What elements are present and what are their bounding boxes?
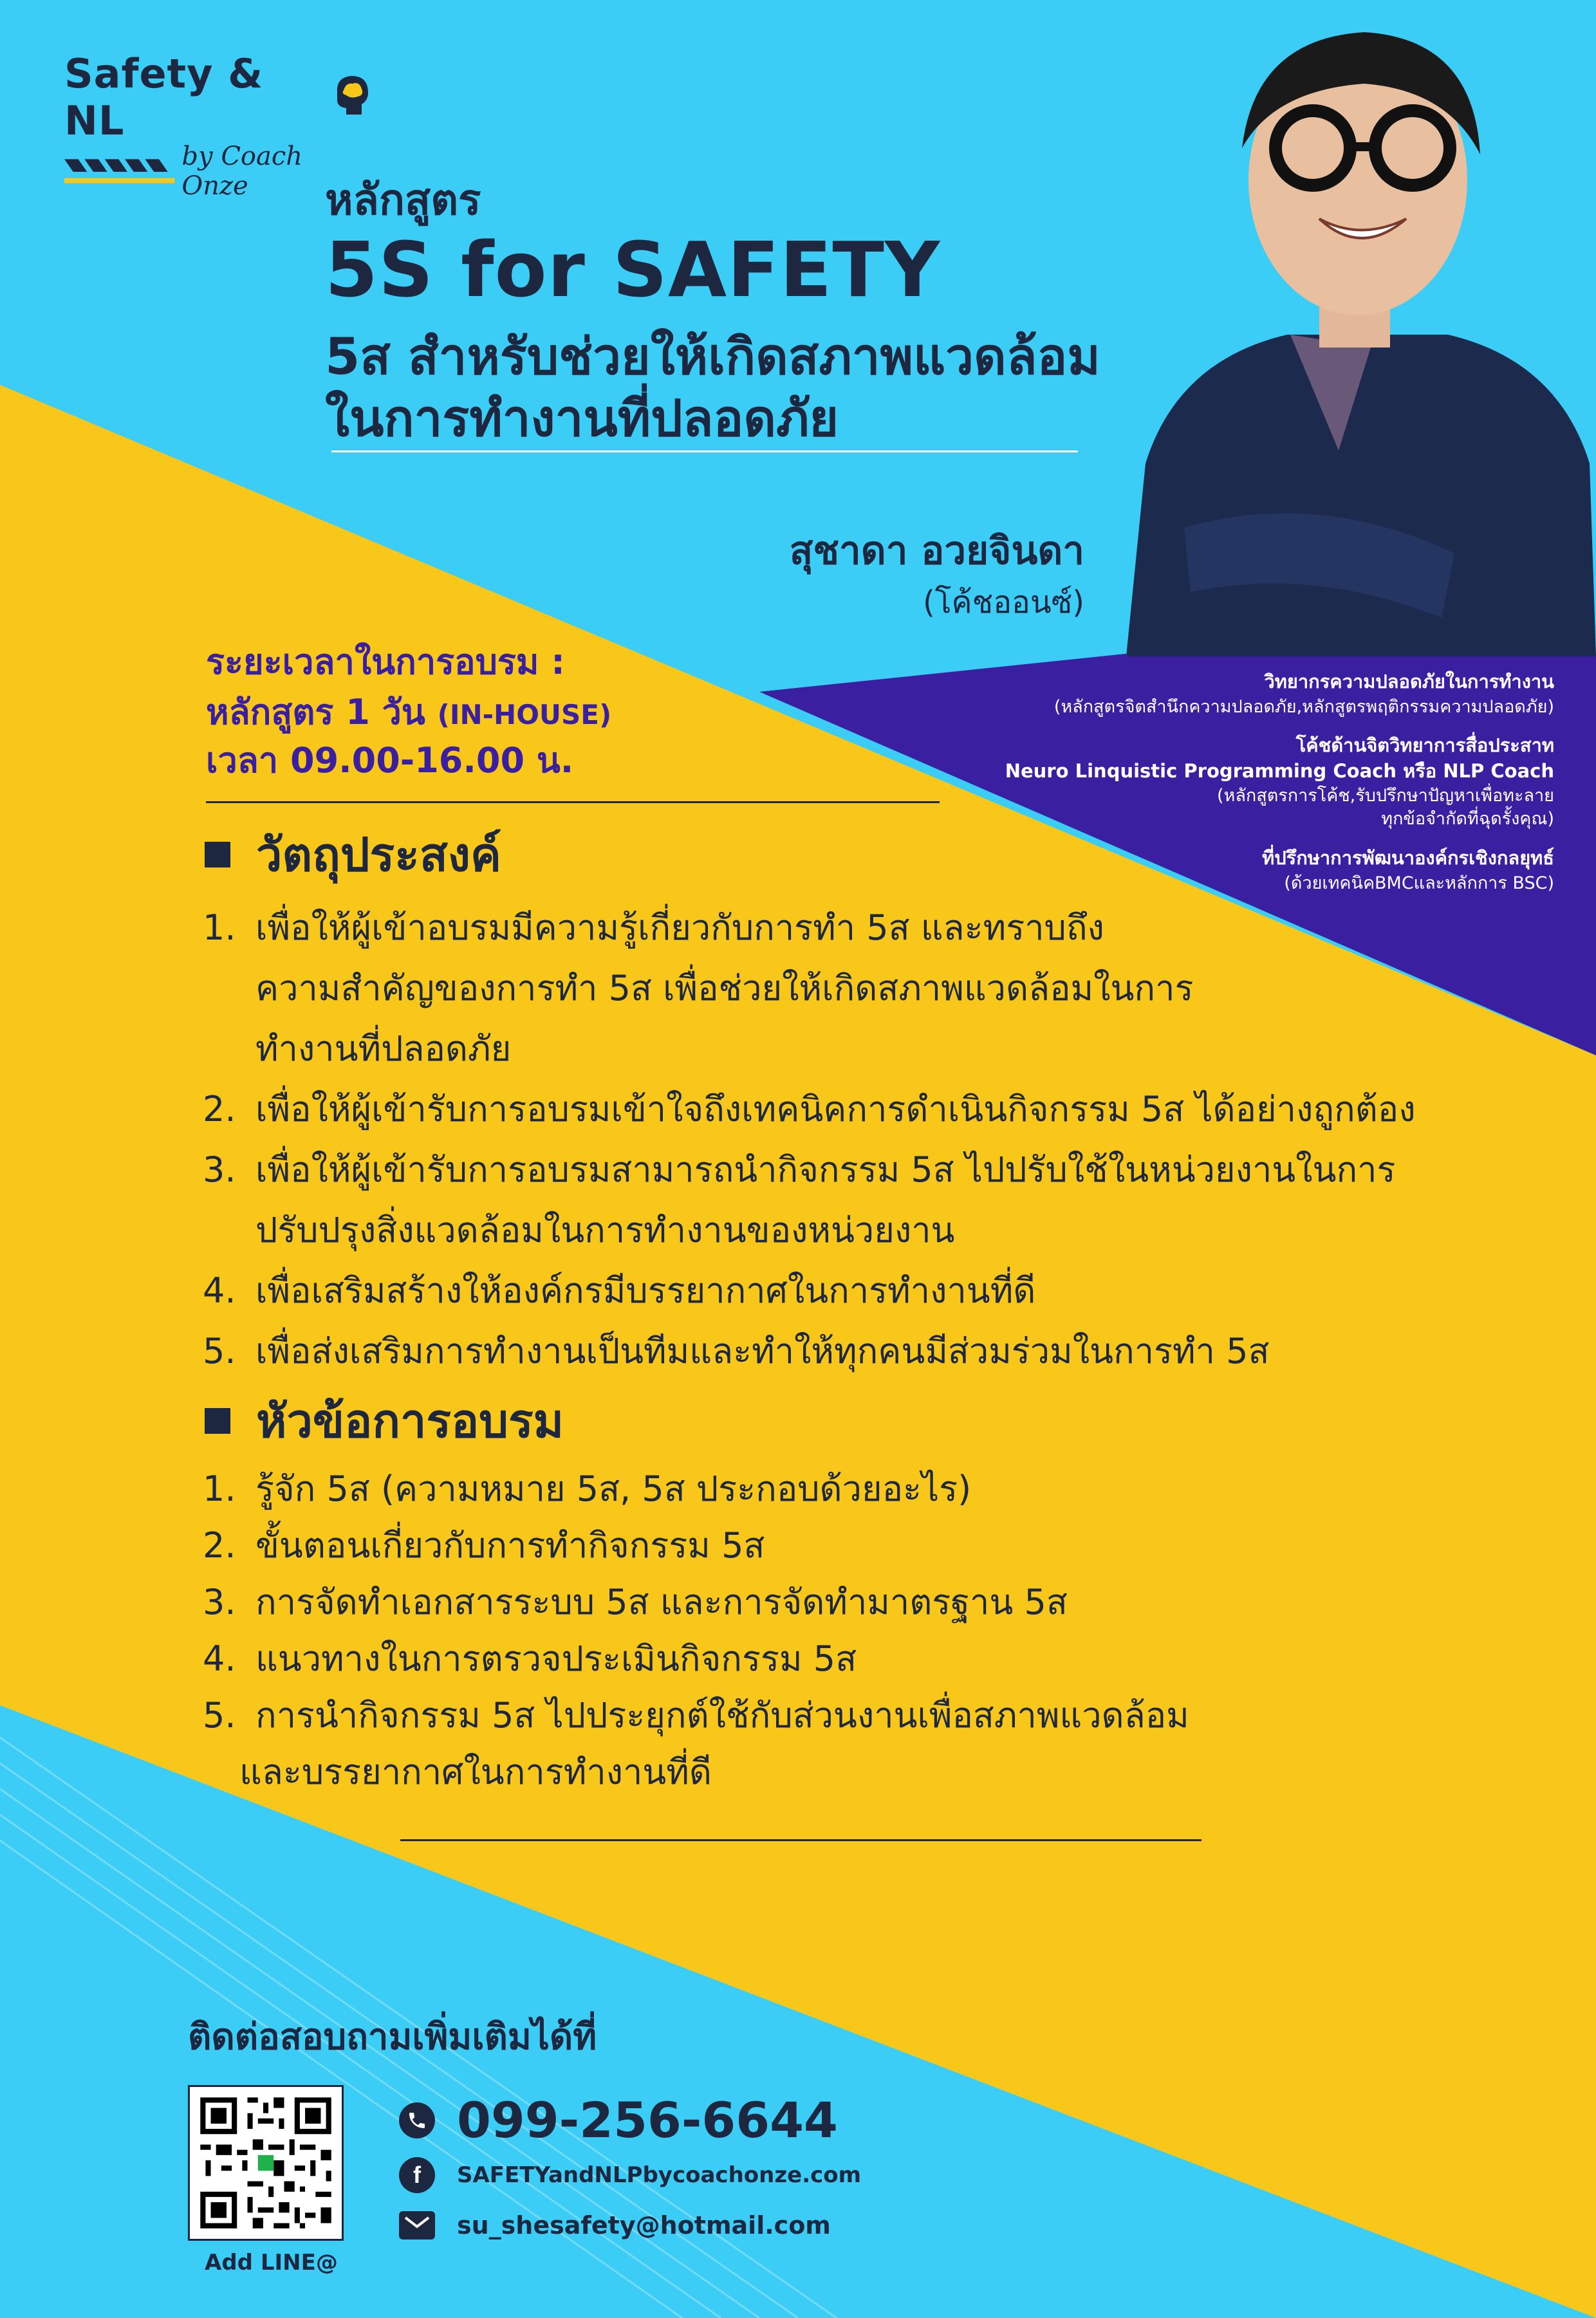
objectives-heading: [205, 817, 501, 891]
trainer-name: สุชาดา อวยจินดา: [789, 528, 1084, 573]
objective-item-cont: ความสำคัญของการทำ 5ส เพื่อช่วยให้เกิดสภาพแวดล้อมในการ: [255, 968, 1194, 1008]
logo-byline: by Coach Onze: [181, 142, 303, 201]
duration-heading: ระยะเวลาในการอบรม :: [206, 642, 565, 682]
credential-1-detail: (หลักสูตรจิตสำนึกความปลอดภัย,หลักสูตรพฤติกรรมความปลอดภัย): [1053, 697, 1554, 717]
facebook-icon: f: [399, 2157, 435, 2193]
item-text: เพื่อให้ผู้เข้ารับการอบรมสามารถนำกิจกรรม 5ส ไปปรับใช้ในหน่วยงานในการ: [255, 1149, 1396, 1190]
topic-item-cont: และบรรยากาศในการทำงานที่ดี: [239, 1752, 712, 1792]
objective-item: [203, 1323, 1269, 1378]
brain-icon: [331, 73, 373, 121]
topics-divider: [400, 1839, 1202, 1841]
topic-item: [203, 1461, 971, 1516]
credential-3-title: ที่ปรึกษาการพัฒนาองค์กรเชิงกลยุทธ์: [1262, 847, 1554, 869]
item-text: เพื่อส่งเสริมการทำงานเป็นทีมและทำให้ทุกคนมีส่วมร่วมในการทำ 5ส: [255, 1331, 1270, 1371]
bullet-square-icon: [205, 1408, 230, 1434]
qr-code[interactable]: [188, 2085, 344, 2241]
topics-heading-text: หัวข้อการอบรม: [256, 1394, 564, 1448]
qr-label: Add LINE@: [205, 2250, 338, 2276]
item-number: 3.: [203, 1149, 236, 1190]
item-text: การจัดทำเอกสารระบบ 5ส และการจัดทำมาตรฐาน 5ส: [255, 1582, 1068, 1622]
objective-item-cont: ปรับปรุงสิ่งแวดล้อมในการทำงานของหน่วยงาน: [255, 1210, 955, 1250]
objective-item-cont: ทำงานที่ปลอดภัย: [255, 1028, 512, 1069]
credential-1-title: วิทยากรความปลอดภัยในการทำงาน: [1264, 671, 1554, 692]
mail-icon: [399, 2211, 435, 2239]
objective-item: [203, 1263, 1035, 1318]
contact-email-row[interactable]: [399, 2211, 831, 2239]
contact-heading: ติดต่อสอบถามเพิ่มเติมได้ที่: [188, 2016, 597, 2058]
trainer-photo: [1126, 0, 1596, 656]
bullet-square-icon: [205, 842, 230, 867]
course-label: หลักสูตร: [325, 175, 481, 225]
item-number: 3.: [203, 1582, 236, 1622]
topics-heading: [205, 1384, 564, 1458]
item-number: 5.: [203, 1695, 236, 1736]
credential-2-detail-3: ทุกข้อจำกัดที่ฉุดรั้งคุณ): [1381, 809, 1554, 829]
phone-icon: [399, 2102, 435, 2138]
logo: [64, 50, 373, 201]
title-divider: [331, 450, 1078, 452]
item-text: ขั้นตอนเกี่ยวกับการทำกิจกรรม 5ส: [255, 1525, 765, 1566]
logo-stripes: [64, 156, 178, 186]
course-subtitle-line2: ในการทำงานที่ปลอดภัย: [325, 390, 839, 448]
topic-item: [203, 1574, 1068, 1629]
item-number: 5.: [203, 1331, 236, 1371]
item-number: 2.: [203, 1525, 236, 1566]
item-text: การนำกิจกรรม 5ส ไปประยุกต์ใช้กับส่วนงานเพื่อสภาพแวดล้อม: [255, 1695, 1189, 1736]
duration-time: เวลา 09.00-16.00 น.: [206, 740, 574, 781]
credential-2-title: โค้ชด้านจิตวิทยาการสื่อประสาท: [1295, 734, 1554, 756]
item-number: 1.: [203, 907, 236, 948]
credential-2-detail-2: (หลักสูตรการโค้ช,รับปรึกษาปัญหาเพื่อทะลาย: [1217, 786, 1554, 806]
item-number: 4.: [203, 1270, 236, 1311]
contact-phone-row[interactable]: [399, 2091, 838, 2149]
item-text: แนวทางในการตรวจประเมินกิจกรรม 5ส: [255, 1638, 857, 1679]
duration-divider: [206, 801, 940, 803]
objective-item: [203, 1142, 1395, 1197]
item-text: รู้จัก 5ส (ความหมาย 5ส, 5ส ประกอบด้วยอะไร): [255, 1469, 972, 1509]
email-address: su_shesafety@hotmail.com: [457, 2211, 831, 2239]
item-text: เพื่อเสริมสร้างให้องค์กรมีบรรยากาศในการทำงานที่ดี: [255, 1270, 1036, 1311]
credential-3-detail: (ด้วยเทคนิคBMCและหลักการ BSC): [1284, 873, 1554, 893]
item-number: 4.: [203, 1638, 236, 1679]
topic-item: [203, 1687, 1189, 1743]
duration-days-text: หลักสูตร 1 วัน: [206, 692, 425, 732]
course-title: 5S for SAFETY: [325, 225, 941, 314]
trainer-nickname: (โค้ชออนซ์): [923, 584, 1084, 620]
objectives-heading-text: วัตถุประสงค์: [256, 828, 502, 882]
item-number: 2.: [203, 1089, 236, 1129]
topic-item: [203, 1517, 765, 1573]
facebook-page: SAFETYandNLPbycoachonze.com: [457, 2162, 862, 2188]
logo-brand: Safety & NL: [64, 50, 264, 144]
objective-item: [203, 900, 1104, 955]
contact-facebook-row[interactable]: [399, 2157, 861, 2193]
item-text: เพื่อให้ผู้เข้ารับการอบรมเข้าใจถึงเทคนิคการดำเนินกิจกรรม 5ส ได้อย่างถูกต้อง: [255, 1089, 1416, 1129]
course-subtitle-line1: 5ส สำหรับช่วยให้เกิดสภาพแวดล้อม: [325, 328, 1100, 386]
item-text: เพื่อให้ผู้เข้าอบรมมีความรู้เกี่ยวกับการทำ 5ส และทราบถึง: [255, 907, 1104, 948]
duration-days: [206, 684, 611, 739]
objective-item: [203, 1081, 1416, 1136]
topic-item: [203, 1631, 857, 1686]
credential-2-detail-1: Neuro Linquistic Programming Coach หรือ NLP Coach: [1005, 760, 1554, 782]
duration-days-note: (IN-HOUSE): [437, 699, 612, 730]
item-number: 1.: [203, 1469, 236, 1509]
phone-number: 099-256-6644: [457, 2091, 838, 2149]
